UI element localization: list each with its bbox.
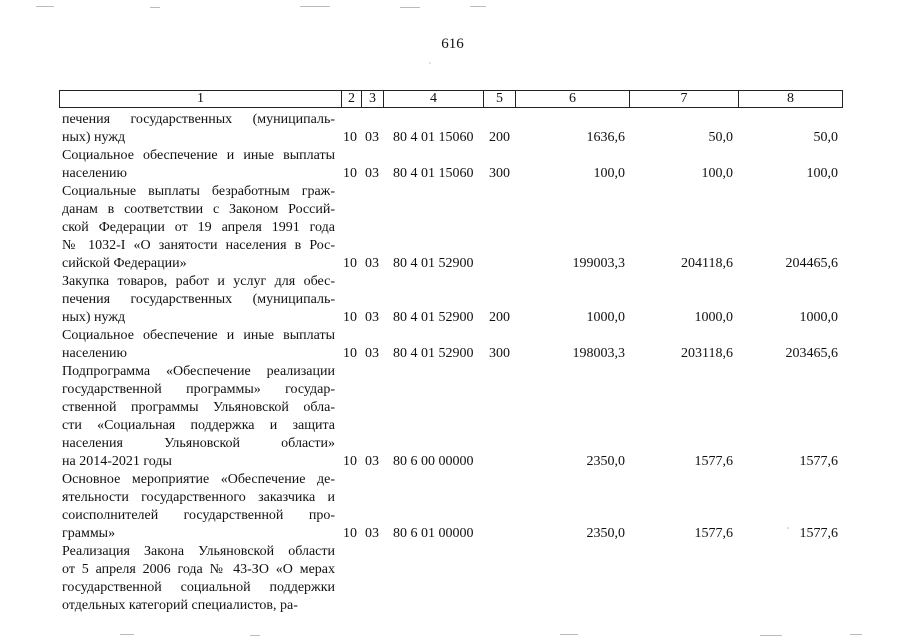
target-article-code: 80 4 01 15060	[393, 166, 474, 181]
table-row	[0, 363, 905, 471]
description-line: населению	[62, 166, 127, 181]
description-line: данам в соответствии с Законом Россий-	[62, 202, 335, 217]
subsection-code: 03	[365, 256, 379, 271]
description-line: населению	[62, 346, 127, 361]
row-description	[62, 363, 335, 471]
description-line: печения государственных (муниципаль-	[62, 292, 335, 307]
amount-col-7: 204118,6	[681, 256, 733, 271]
table-row	[0, 543, 905, 615]
row-description	[62, 183, 335, 273]
row-description	[62, 471, 335, 543]
description-line: государственной социальной поддержки	[62, 580, 335, 595]
description-line: Основное мероприятие «Обеспечение де-	[62, 472, 335, 487]
subsection-code: 03	[365, 166, 379, 181]
description-line: граммы»	[62, 526, 116, 541]
table-row	[0, 147, 905, 183]
description-line: сти «Социальная поддержка и защита	[62, 418, 335, 433]
description-line: населения Ульяновской области»	[62, 436, 335, 451]
target-article-code: 80 4 01 52900	[393, 310, 474, 325]
target-article-code: 80 4 01 52900	[393, 346, 474, 361]
header-col-8: 8	[787, 91, 794, 106]
table-row	[0, 111, 905, 147]
target-article-code: 80 4 01 15060	[393, 130, 474, 145]
description-line: соисполнителей государственной про-	[62, 508, 335, 523]
expense-type-code: 200	[489, 310, 510, 325]
header-col-7: 7	[630, 91, 739, 107]
table-row	[0, 273, 905, 327]
section-code: 10	[343, 130, 357, 145]
subsection-code: 03	[365, 454, 379, 469]
amount-col-8: 1577,6	[799, 526, 838, 541]
section-code: 10	[343, 256, 357, 271]
amount-col-7: 1000,0	[694, 310, 733, 325]
header-col-3: 3	[362, 91, 384, 107]
amount-col-6: 2350,0	[586, 454, 625, 469]
target-article-code: 80 6 01 00000	[393, 526, 474, 541]
amount-col-8: 1000,0	[799, 310, 838, 325]
subsection-code: 03	[365, 346, 379, 361]
table-header	[59, 90, 843, 108]
table-row	[0, 471, 905, 543]
description-line: Реализация Закона Ульяновской области	[62, 544, 335, 559]
row-description	[62, 147, 335, 183]
table-row	[0, 183, 905, 273]
description-line: ственной программы Ульяновской обла-	[62, 400, 335, 415]
amount-col-8: 203465,6	[785, 346, 838, 361]
target-article-code: 80 6 00 00000	[393, 454, 474, 469]
header-col-5: 5	[484, 91, 516, 107]
description-line: ных) нужд	[62, 130, 126, 145]
row-description	[62, 273, 335, 327]
description-line: печения государственных (муниципаль-	[62, 112, 335, 127]
section-code: 10	[343, 526, 357, 541]
description-line: от 5 апреля 2006 года № 43-ЗО «О мерах	[62, 562, 335, 577]
description-line: ской Федерации от 19 апреля 1991 года	[62, 220, 335, 235]
section-code: 10	[343, 346, 357, 361]
row-description	[62, 111, 335, 147]
expense-type-code: 300	[489, 346, 510, 361]
subsection-code: 03	[365, 526, 379, 541]
amount-col-6: 1636,6	[586, 130, 625, 145]
amount-col-6: 2350,0	[586, 526, 625, 541]
section-code: 10	[343, 310, 357, 325]
target-article-code: 80 4 01 52900	[393, 256, 474, 271]
subsection-code: 03	[365, 310, 379, 325]
amount-col-6: 199003,3	[572, 256, 625, 271]
amount-col-7: 1577,6	[694, 454, 733, 469]
description-line: на 2014-2021 годы	[62, 454, 172, 469]
section-code: 10	[343, 454, 357, 469]
header-col-1: 1	[60, 91, 342, 107]
description-line: Закупка товаров, работ и услуг для обес-	[62, 274, 335, 289]
section-code: 10	[343, 166, 357, 181]
amount-col-7: 100,0	[701, 166, 733, 181]
header-col-2: 2	[342, 91, 362, 107]
amount-col-8: 1577,6	[799, 454, 838, 469]
expense-type-code: 300	[489, 166, 510, 181]
page-number: 616	[441, 36, 464, 52]
description-line: Социальное обеспечение и иные выплаты	[62, 148, 335, 163]
amount-col-8: 100,0	[806, 166, 838, 181]
subsection-code: 03	[365, 130, 379, 145]
description-line: ных) нужд	[62, 310, 126, 325]
description-line: Социальные выплаты безработным граж-	[62, 184, 335, 199]
description-line: отдельных категорий специалистов, ра-	[62, 598, 298, 613]
amount-col-8: 50,0	[813, 130, 838, 145]
amount-col-7: 1577,6	[694, 526, 733, 541]
description-line: Социальное обеспечение и иные выплаты	[62, 328, 335, 343]
description-line: сийской Федерации»	[62, 256, 187, 271]
amount-col-7: 203118,6	[681, 346, 733, 361]
expense-type-code: 200	[489, 130, 510, 145]
header-col-6: 6	[516, 91, 630, 107]
header-col-4: 4	[384, 91, 484, 107]
description-line: № 1032-I «О занятости населения в Рос-	[62, 238, 335, 253]
amount-col-7: 50,0	[708, 130, 733, 145]
row-description	[62, 327, 335, 363]
row-description	[62, 543, 335, 615]
amount-col-6: 198003,3	[572, 346, 625, 361]
amount-col-6: 1000,0	[586, 310, 625, 325]
description-line: Подпрограмма «Обеспечение реализации	[62, 364, 335, 379]
amount-col-6: 100,0	[593, 166, 625, 181]
table-row	[0, 327, 905, 363]
description-line: ятельности государственного заказчика и	[62, 490, 335, 505]
amount-col-8: 204465,6	[785, 256, 838, 271]
description-line: государственной программы» государ-	[62, 382, 335, 397]
